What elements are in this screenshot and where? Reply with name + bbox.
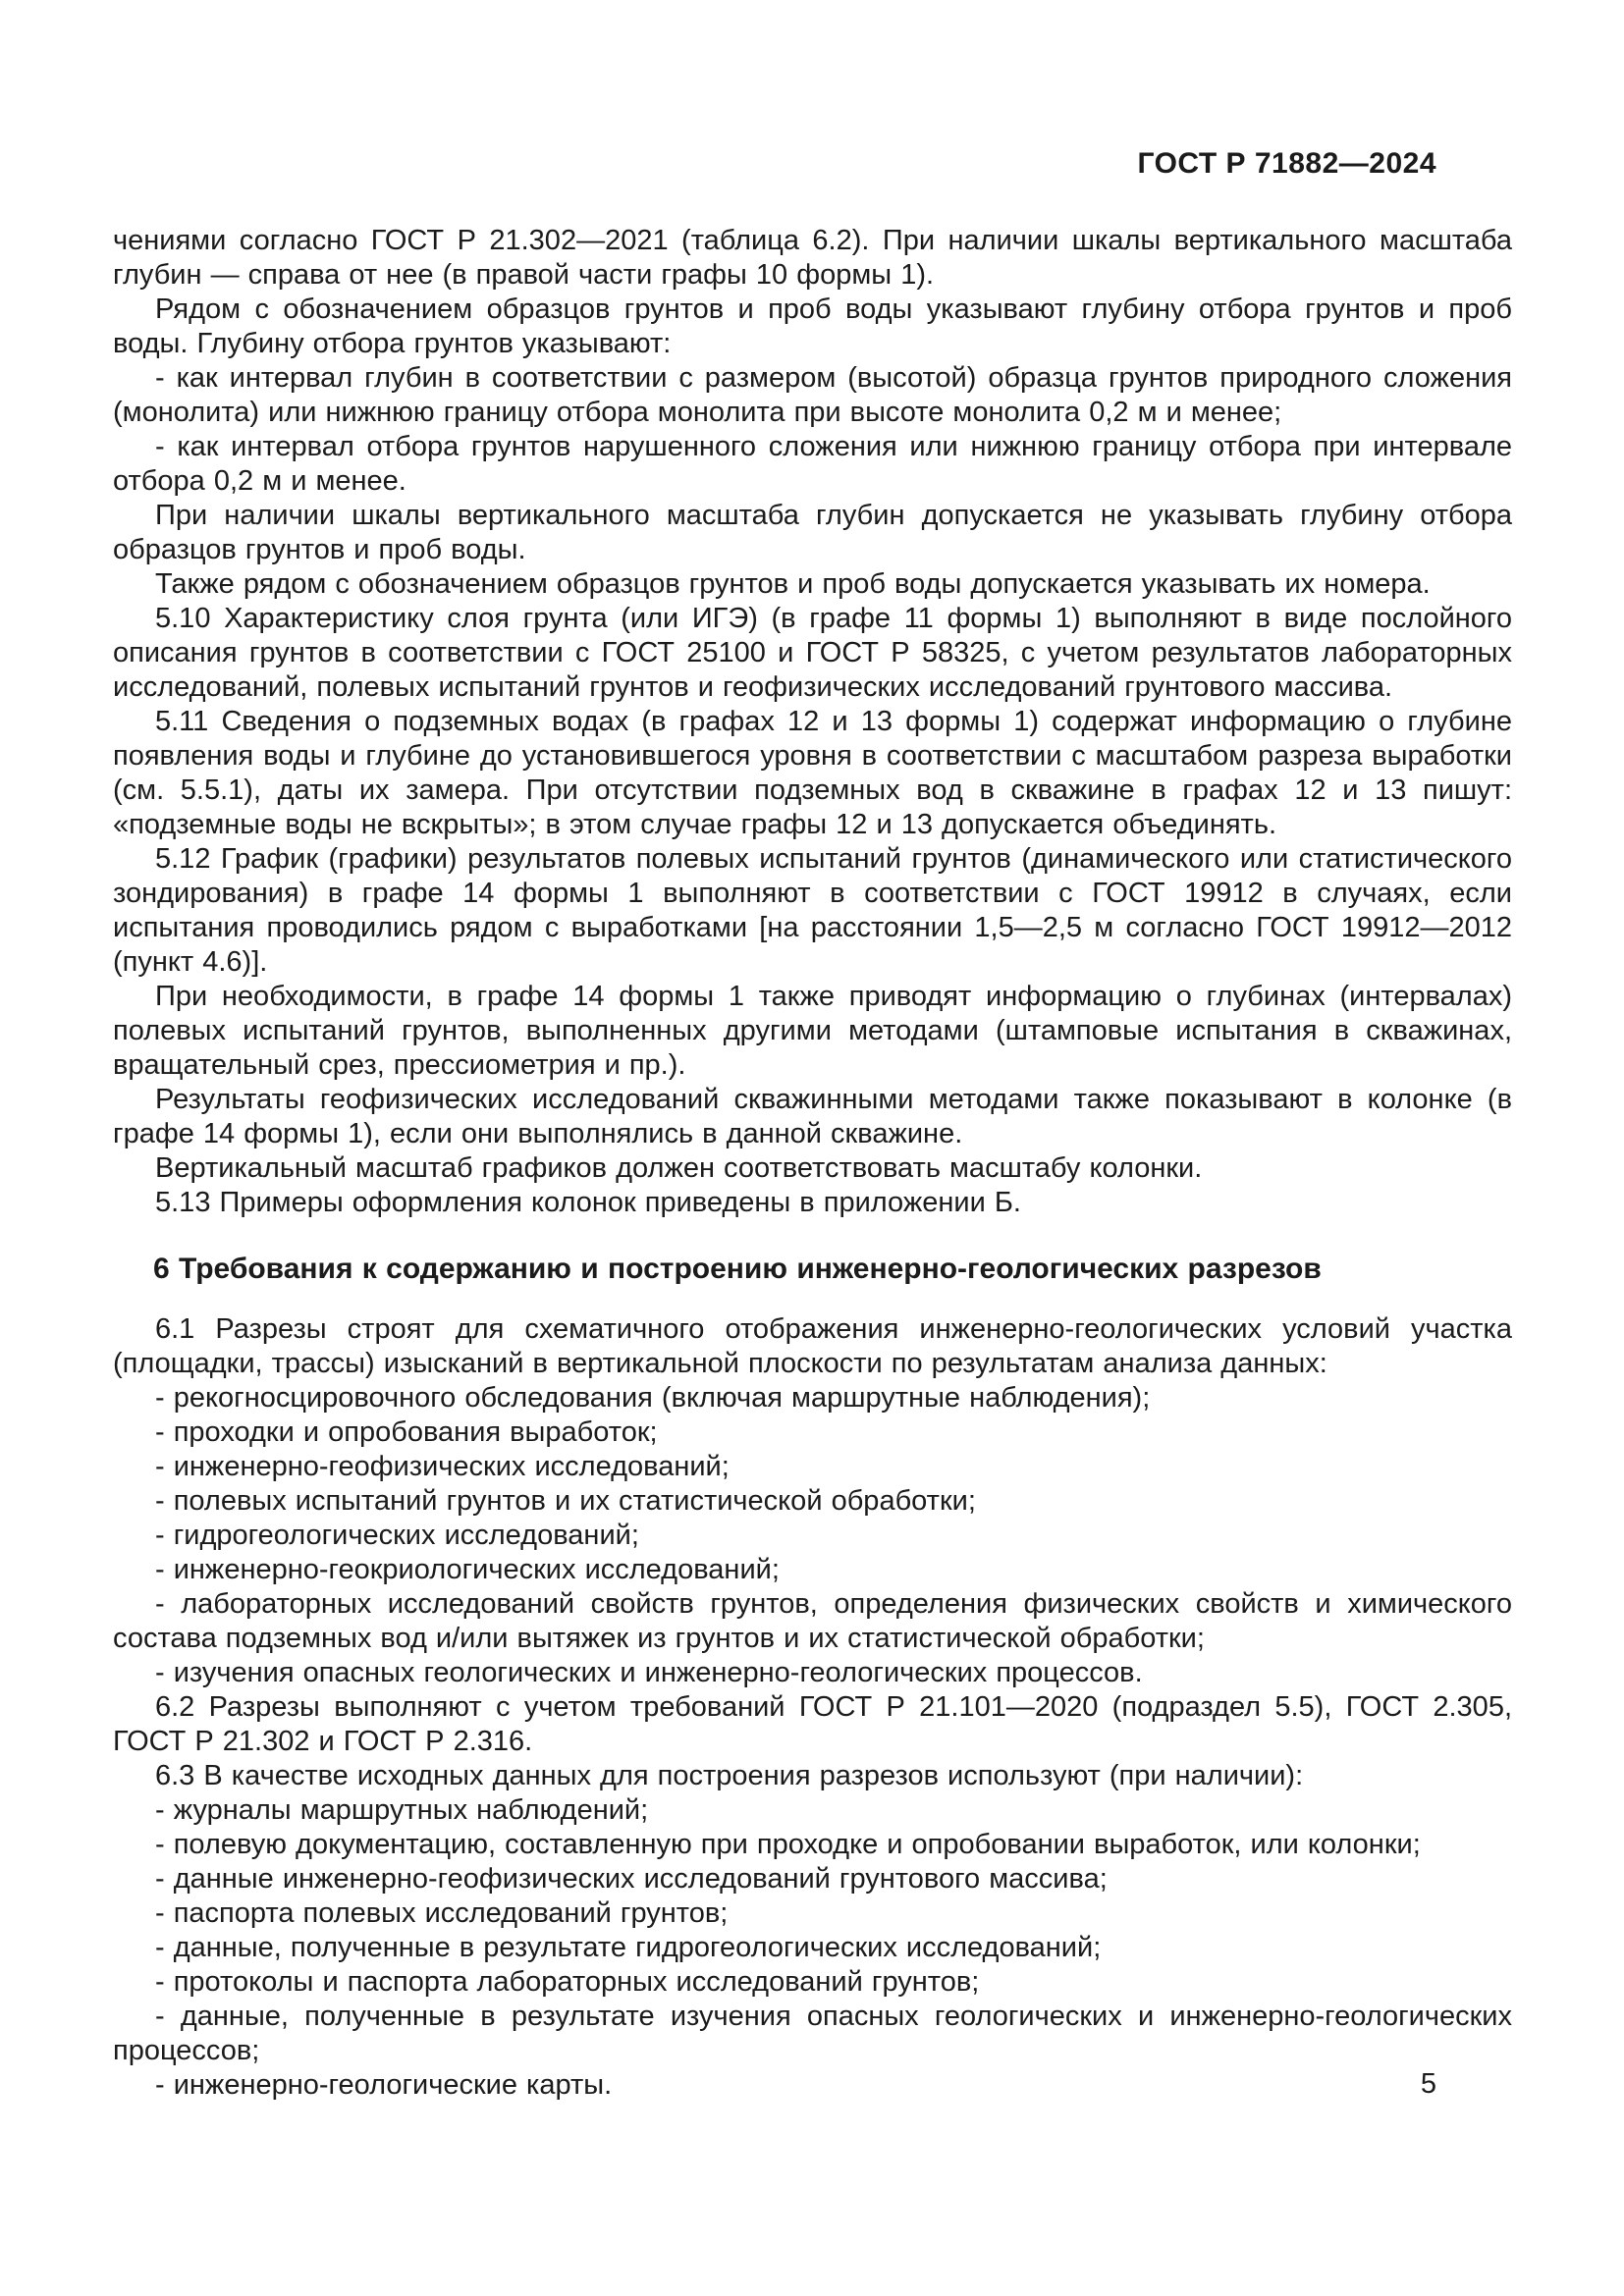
page-header (113, 147, 1436, 181)
paragraph: Вертикальный масштаб графиков должен соответствовать масштабу колонки. (155, 1152, 1203, 1184)
list-item: - данные инженерно-геофизических исследований грунтового массива; (155, 1863, 1108, 1895)
paragraph: Результаты геофизических исследований скважинными методами также показывают в колонке (в графе 14 формы 1), если они выполнялись в данной скважине. (113, 1084, 1512, 1149)
list-item: - как интервал глубин в соответствии с размером (высотой) образца грунтов природного сложения (монолита) или нижнюю границу отбора монолита при высоте монолита 0,2 м и менее; (113, 362, 1512, 428)
paragraph: 5.10 Характеристику слоя грунта (или ИГЭ) (в графе 11 формы 1) выполняют в виде послойного описания грунтов в соответствии с ГОСТ 25100 и ГОСТ Р 58325, с учетом результатов лабораторных исследований, полевых испытаний грунтов и геофизических исследований грунтового массива. (113, 603, 1512, 703)
paragraph: 5.11 Сведения о подземных водах (в графах 12 и 13 формы 1) содержат информацию о глубине появления воды и глубине до установившегося уровня в соответствии с масштабом разреза выработки (см. 5.5.1), даты их замера. При отсутствии подземных вод в скважине в графах 12 и 13 пишут: «подземные воды не вскрыты»; в этом случае графы 12 и 13 допускается объединять. (113, 706, 1512, 840)
list-item: - лабораторных исследований свойств грунтов, определения физических свойств и химического состава подземных вод и/или вытяжек из грунтов и их статистической обработки; (113, 1588, 1512, 1654)
paragraph: 6.1 Разрезы строят для схематичного отображения инженерно-геологических условий участка (площадки, трассы) изысканий в вертикальной плоскости по результатам анализа данных: (113, 1313, 1512, 1379)
list-item: - инженерно-геокриологических исследований; (155, 1554, 780, 1585)
list-item: - журналы маршрутных наблюдений; (155, 1794, 649, 1826)
page-footer (113, 2067, 1436, 2102)
paragraph: 6.2 Разрезы выполняют с учетом требований ГОСТ Р 21.101—2020 (подраздел 5.5), ГОСТ 2.305, ГОСТ Р 21.302 и ГОСТ Р 2.316. (113, 1691, 1512, 1757)
list-item: - данные, полученные в результате гидрогеологических исследований; (155, 1932, 1102, 1963)
list-item: - рекогносцировочного обследования (включая маршрутные наблюдения); (155, 1382, 1151, 1414)
paragraph: 5.13 Примеры оформления колонок приведены в приложении Б. (155, 1187, 1021, 1218)
paragraph-continuation: чениями согласно ГОСТ Р 21.302—2021 (таблица 6.2). При наличии шкалы вертикального масштаба глубин — справа от нее (в правой части графы 10 формы 1). (113, 225, 1512, 291)
list-item: - изучения опасных геологических и инженерно-геологических процессов. (155, 1657, 1143, 1688)
page-number: 5 (1420, 2068, 1436, 2100)
list-item: - протоколы и паспорта лабораторных исследований грунтов; (155, 1966, 980, 1998)
paragraph: Также рядом с обозначением образцов грунтов и проб воды допускается указывать их номера. (155, 568, 1431, 600)
section-heading: 6 Требования к содержанию и построению инженерно-геологических разрезов (153, 1253, 1322, 1285)
list-item: - инженерно-геофизических исследований; (155, 1451, 730, 1482)
list-item: - как интервал отбора грунтов нарушенного сложения или нижнюю границу отбора при интервале отбора 0,2 м и менее. (113, 431, 1512, 497)
paragraph: Рядом с обозначением образцов грунтов и проб воды указывают глубину отбора грунтов и проб воды. Глубину отбора грунтов указывают: (113, 294, 1512, 359)
list-item: - полевых испытаний грунтов и их статистической обработки; (155, 1485, 976, 1517)
list-item: - данные, полученные в результате изучения опасных геологических и инженерно-геологических процессов; (113, 2001, 1512, 2066)
paragraph: При необходимости, в графе 14 формы 1 также приводят информацию о глубинах (интервалах) полевых испытаний грунтов, выполненных другими методами (штамповые испытания в скважинах, вращательный срез, прессиометрия и пр.). (113, 981, 1512, 1081)
document-body (113, 224, 1512, 2103)
list-item: - полевую документацию, составленную при проходке и опробовании выработок, или колонки; (155, 1829, 1421, 1860)
paragraph: 6.3 В качестве исходных данных для построения разрезов используют (при наличии): (155, 1760, 1304, 1791)
document-code: ГОСТ Р 71882—2024 (1137, 147, 1436, 180)
list-item: - гидрогеологических исследований; (155, 1520, 639, 1551)
list-item: - инженерно-геологические карты. (155, 2069, 613, 2101)
list-item: - проходки и опробования выработок; (155, 1416, 658, 1448)
paragraph: При наличии шкалы вертикального масштаба глубин допускается не указывать глубину отбора образцов грунтов и проб воды. (113, 500, 1512, 565)
paragraph: 5.12 График (графики) результатов полевых испытаний грунтов (динамического или статистического зондирования) в графе 14 формы 1 выполняют в соответствии с ГОСТ 19912 в случаях, если испытания проводились рядом с выработками [на расстоянии 1,5—2,5 м согласно ГОСТ 19912—2012 (пункт 4.6)]. (113, 843, 1512, 978)
list-item: - паспорта полевых исследований грунтов; (155, 1897, 729, 1929)
